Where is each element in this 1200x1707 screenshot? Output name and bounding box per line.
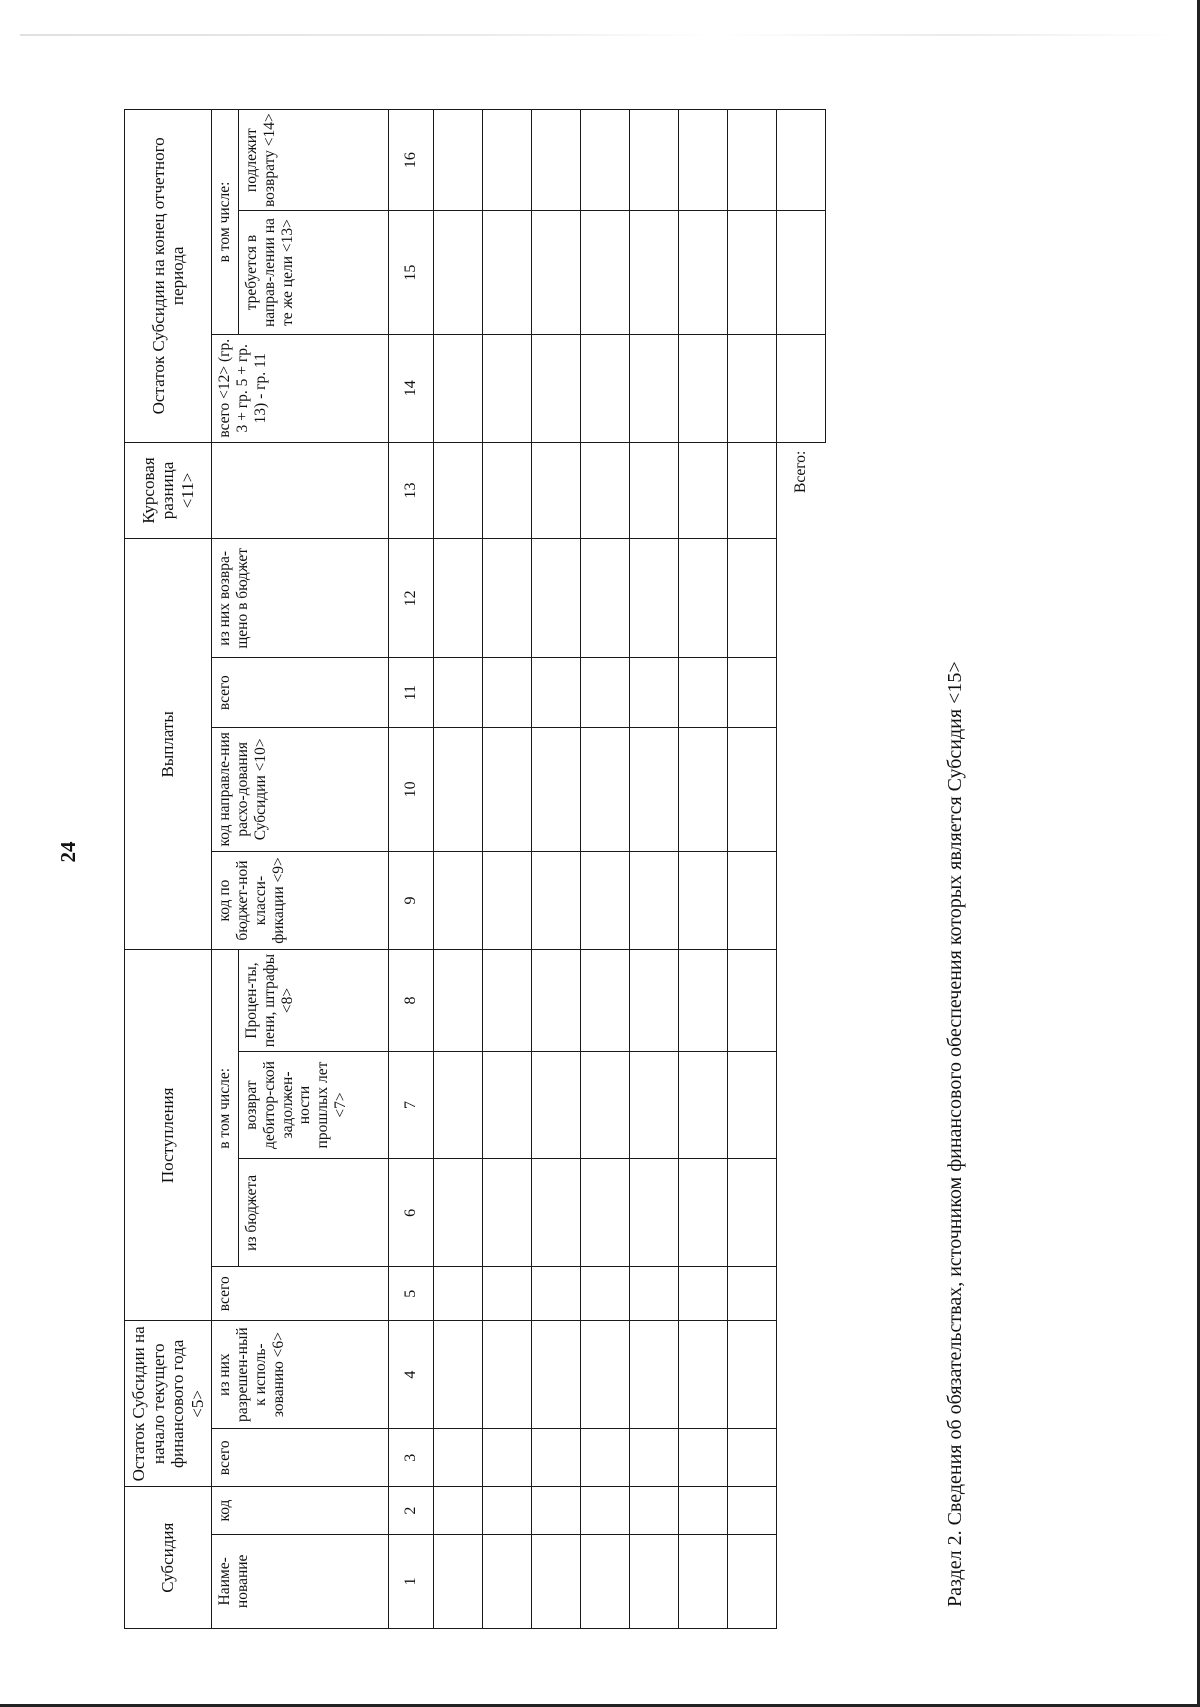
table-row [483,110,532,1629]
table-row [728,110,777,1629]
table-row [532,110,581,1629]
cell[interactable] [483,1267,532,1321]
column-number-row [389,110,434,1629]
cell[interactable] [679,539,728,658]
total-cell[interactable] [777,110,826,211]
cell[interactable] [581,442,630,539]
col-num: 12 [389,539,434,658]
cell[interactable] [434,334,483,442]
cell[interactable] [532,442,581,539]
cell[interactable] [630,539,679,658]
header-remainder-end: Остаток Субсидии на конец отчетного периода [125,110,212,443]
cell[interactable] [630,1487,679,1534]
cell[interactable] [483,539,532,658]
header-py-total: всего [212,658,389,728]
cell[interactable] [679,1267,728,1321]
cell[interactable] [630,442,679,539]
cell[interactable] [434,110,483,211]
cell[interactable] [532,1429,581,1487]
cell[interactable] [630,110,679,211]
cell[interactable] [581,1321,630,1429]
header-row-3 [212,110,239,1629]
col-num: 8 [389,950,434,1051]
cell[interactable] [434,442,483,539]
cell[interactable] [434,539,483,658]
cell[interactable] [630,1534,679,1628]
cell[interactable] [532,950,581,1051]
cell[interactable] [679,1487,728,1534]
cell[interactable] [679,950,728,1051]
col-num: 16 [389,110,434,211]
cell[interactable] [532,1051,581,1159]
cell[interactable] [630,1267,679,1321]
cell[interactable] [483,1487,532,1534]
cell[interactable] [532,334,581,442]
cell[interactable] [581,1051,630,1159]
header-py-returned: из них возвра-щено в бюджет [212,539,389,658]
cell[interactable] [434,1534,483,1628]
cell[interactable] [630,658,679,728]
cell[interactable] [434,211,483,335]
cell[interactable] [728,1487,777,1534]
page-number: 24 [56,841,80,863]
col-num: 10 [389,728,434,852]
cell[interactable] [679,658,728,728]
cell[interactable] [728,1267,777,1321]
cell[interactable] [630,950,679,1051]
cell[interactable] [483,728,532,852]
cell[interactable] [434,1159,483,1267]
cell[interactable] [679,851,728,950]
cell[interactable] [483,334,532,442]
cell[interactable] [679,728,728,852]
cell[interactable] [434,851,483,950]
col-num: 1 [389,1534,434,1628]
cell[interactable] [434,1429,483,1487]
col-num: 2 [389,1487,434,1534]
header-remainder-start: Остаток Субсидии на начало текущего финансового года <5> [125,1321,212,1487]
cell[interactable] [483,1159,532,1267]
cell[interactable] [630,1429,679,1487]
cell[interactable] [483,950,532,1051]
col-num: 14 [389,334,434,442]
header-row-1 [125,110,212,1629]
header-re-refund: подлежит возврату <14> [239,110,389,211]
section-caption: Раздел 2. Сведения об обязательствах, источником финансового обеспечения которых является Субсидия <15> [944,661,966,1607]
header-re-total: всего <12> (гр. 3 + гр. 5 + гр. 13) - гр. 11 [212,334,389,442]
col-num: 7 [389,1051,434,1159]
header-py-direction-code: код направле-ния расхо-дования Субсидии <10> [212,728,389,852]
header-payments: Выплаты [125,539,212,950]
cell[interactable] [483,211,532,335]
header-py-budget-code: код по бюджет-ной класси-фикации <9> [212,851,389,950]
total-row [777,110,826,1629]
cell[interactable] [434,950,483,1051]
cell[interactable] [728,211,777,335]
cell[interactable] [728,1159,777,1267]
cell[interactable] [483,1321,532,1429]
total-cell[interactable] [777,211,826,335]
cell[interactable] [483,1051,532,1159]
cell[interactable] [483,1429,532,1487]
header-code: код [212,1487,389,1534]
cell[interactable] [532,851,581,950]
table-row [434,110,483,1629]
cell[interactable] [630,1051,679,1159]
total-label: Всего: [777,442,826,539]
cell[interactable] [728,1534,777,1628]
cell[interactable] [532,1321,581,1429]
header-receipts: Поступления [125,950,212,1321]
cell[interactable] [630,1321,679,1429]
cell[interactable] [532,728,581,852]
col-num: 15 [389,211,434,335]
col-num: 11 [389,658,434,728]
cell[interactable] [434,1321,483,1429]
total-blank [777,539,826,1629]
cell[interactable] [679,442,728,539]
table-row [679,110,728,1629]
cell[interactable] [532,1534,581,1628]
cell[interactable] [434,658,483,728]
cell[interactable] [581,1487,630,1534]
cell[interactable] [483,1534,532,1628]
col-num: 13 [389,442,434,539]
header-rs-total: всего [212,1429,389,1487]
cell[interactable] [728,442,777,539]
cell[interactable] [532,1159,581,1267]
table-row [581,110,630,1629]
header-name: Наиме-нование [212,1534,389,1628]
cell[interactable] [679,1159,728,1267]
cell[interactable] [434,728,483,852]
header-rc-interest: Процен-ты, пени, штрафы <8> [239,950,389,1051]
cell[interactable] [630,334,679,442]
cell[interactable] [630,211,679,335]
cell[interactable] [532,539,581,658]
cell[interactable] [728,1429,777,1487]
cell[interactable] [581,334,630,442]
cell[interactable] [679,1051,728,1159]
header-exchange-blank [212,442,389,539]
cell[interactable] [483,851,532,950]
cell[interactable] [581,1429,630,1487]
cell[interactable] [630,851,679,950]
cell[interactable] [434,1487,483,1534]
cell[interactable] [630,728,679,852]
cell[interactable] [728,1051,777,1159]
cell[interactable] [679,110,728,211]
cell[interactable] [581,851,630,950]
header-exchange-diff: Курсовая разница <11> [125,442,212,539]
header-rc-total: всего [212,1267,389,1321]
cell[interactable] [532,658,581,728]
cell[interactable] [728,539,777,658]
cell[interactable] [581,728,630,852]
cell[interactable] [728,728,777,852]
obligations-table [124,109,826,1629]
header-rc-incl: в том числе: [212,950,239,1267]
col-num: 9 [389,851,434,950]
cell[interactable] [581,539,630,658]
cell[interactable] [581,211,630,335]
cell[interactable] [679,211,728,335]
col-num: 5 [389,1267,434,1321]
cell[interactable] [679,334,728,442]
cell[interactable] [581,1159,630,1267]
cell[interactable] [679,1534,728,1628]
header-rs-allowed: из них разрешен-ный к исполь-зованию <6> [212,1321,389,1429]
cell[interactable] [728,658,777,728]
cell[interactable] [728,950,777,1051]
col-num: 6 [389,1159,434,1267]
cell[interactable] [532,110,581,211]
cell[interactable] [532,1267,581,1321]
cell[interactable] [532,1487,581,1534]
cell[interactable] [483,442,532,539]
header-rc-budget: из бюджета [239,1159,389,1267]
cell[interactable] [728,334,777,442]
col-num: 3 [389,1429,434,1487]
cell[interactable] [581,1534,630,1628]
cell[interactable] [679,1321,728,1429]
cell[interactable] [434,1267,483,1321]
cell[interactable] [581,110,630,211]
table-row [630,110,679,1629]
total-cell[interactable] [777,334,826,442]
cell[interactable] [581,950,630,1051]
header-re-incl: в том числе: [212,110,239,335]
cell[interactable] [630,1159,679,1267]
cell[interactable] [581,658,630,728]
cell[interactable] [728,1321,777,1429]
header-re-required: требуется в направ-лении на те же цели <13> [239,211,389,335]
cell[interactable] [728,110,777,211]
cell[interactable] [532,211,581,335]
cell[interactable] [679,1429,728,1487]
cell[interactable] [434,1051,483,1159]
header-subsidy: Субсидия [125,1487,212,1629]
cell[interactable] [483,110,532,211]
header-rc-debt: возврат дебитор-ской задолжен-ности прошлых лет <7> [239,1051,389,1159]
cell[interactable] [483,658,532,728]
cell[interactable] [581,1267,630,1321]
cell[interactable] [728,851,777,950]
col-num: 4 [389,1321,434,1429]
